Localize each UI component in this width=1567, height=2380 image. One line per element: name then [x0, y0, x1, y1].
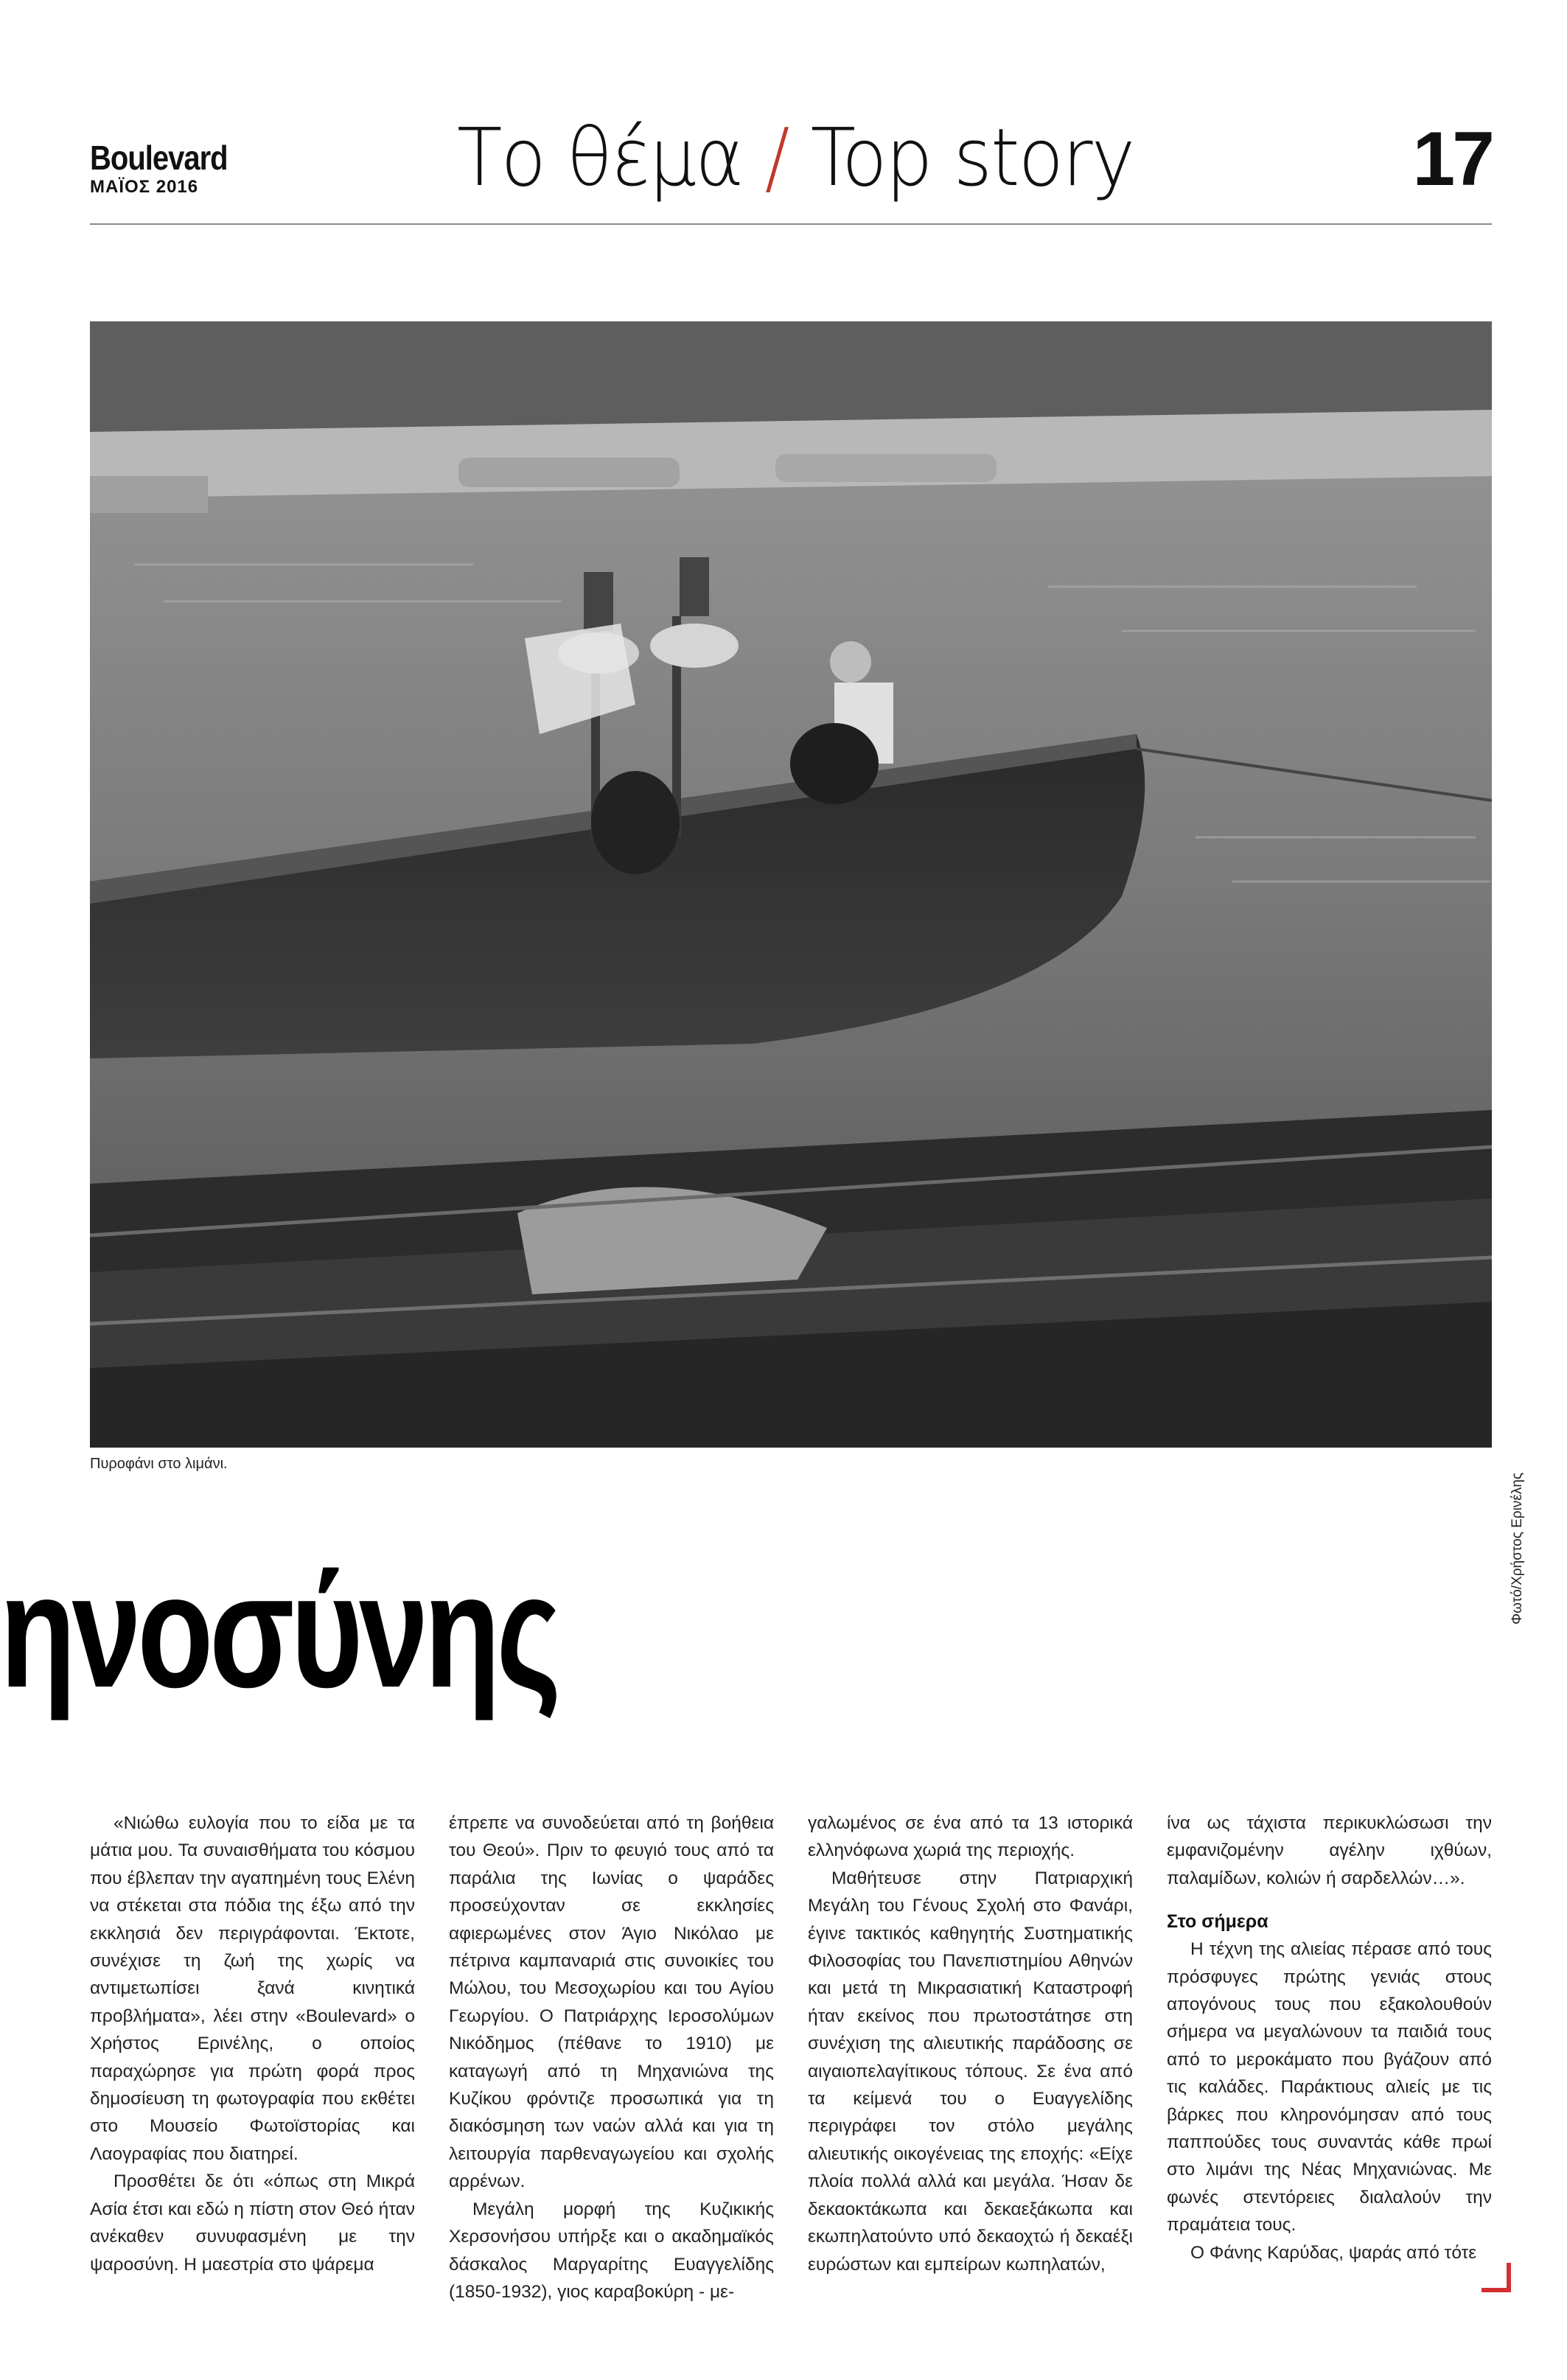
photo-caption: Πυροφάνι στο λιμάνι. — [90, 1456, 228, 1472]
article-column-4 — [1167, 1810, 1492, 2306]
paragraph: Μεγάλη μορφή της Κυζικικής Χερσονήσου υπήρξε και ο ακαδημαϊκός δάσκαλος Μαργαρίτης Ευαγγελίδης (1850-1932), γιος καραβοκύρη - με- — [449, 2199, 774, 2302]
article-column-3 — [808, 1810, 1133, 2306]
masthead-brand — [90, 139, 228, 198]
article-body — [90, 1810, 1492, 2302]
brand-logo: Boulevard — [90, 139, 228, 178]
section-separator: / — [764, 112, 789, 204]
section-title-greek: Το θέμα — [457, 112, 743, 204]
main-photo — [90, 321, 1492, 1448]
page-number: 17 — [1412, 116, 1492, 202]
paragraph: ίνα ως τάχιστα περικυκλώσωσι την εμφανιζομένην αγέλην ιχθύων, παλαμίδων, κολιών ή σαρδελλών…». — [1167, 1813, 1492, 1888]
paragraph: Μαθήτευσε στην Πατριαρχική Μεγάλη του Γένους Σχολή στο Φανάρι, έγινε τακτικός καθηγητής Συστηματικής Φιλοσοφίας του Πανεπιστημίου Αθηνών και μετά τη Μικρασιατική Καταστροφή ήταν εκείνος που πρωτοστάτησε στη συνέχιση της αλιευτικής παράδοσης σε αιγαιοπελαγίτικους τόπους. Σε ένα από τα κείμενά του ο Ευαγγελίδης περιγράφει τον στόλο μεγάλης αλιευτικής οικογένειας της εποχής: «Είχε πλοία πολλά αλλά και μεγάλα. Ήσαν δε δεκαοκτάκωπα και δεκαεξάκωπα και εκωπηλατούντο υπό δεκαοχτώ ή δεκαέξι ευρώστων και εμπείρων κωπηλατών, — [808, 1868, 1133, 2275]
photo-credit — [1510, 1448, 1529, 1625]
headline: ηνοσύνης — [0, 1540, 558, 1722]
paragraph: Ο Φάνης Καρύδας, ψαράς από τότε — [1190, 2242, 1477, 2263]
subheading: Στο σήμερα — [1167, 1911, 1268, 1933]
paragraph: Η τέχνη της αλιείας πέρασε από τους πρόσφυγες πρώτης γενιάς στους απογόνους τους που εξακολουθούν σήμερα να μεγαλώνουν τα παιδιά τους από το μεροκάματο που βγάζουν από τις καλάδες. Παράκτιους αλιείς με τις βάρκες που κληρονόμησαν από τους παππούδες τους συναντάς κάθε πρωί στο λιμάνι της Νέας Μηχανιώνας. Με φωνές στεντόρειες διαλαλούν την πραμάτεια τους. — [1167, 1939, 1492, 2236]
paragraph: γαλωμένος σε ένα από τα 13 ιστορικά ελληνόφωνα χωριά της περιοχής. — [808, 1813, 1133, 1861]
header-divider — [90, 223, 1492, 225]
issue-date: ΜΑΪΟΣ 2016 — [90, 177, 199, 197]
paragraph: Προσθέτει δε ότι «όπως στη Μικρά Ασία έτσι και εδώ η πίστη στον Θεό ήταν ανέκαθεν συνυφασμένη με την ψαροσύνη. Η μαεστρία στο ψάρεμα — [90, 2171, 415, 2275]
photo-credit-text: Φωτό/Χρήστος Ερινέλης — [1510, 1473, 1525, 1625]
article-column-1 — [90, 1810, 415, 2306]
section-title — [457, 111, 1134, 206]
harbor-boats-illustration — [90, 321, 1492, 1448]
paragraph: έπρεπε να συνοδεύεται από τη βοήθεια του Θεού». Πριν τo φευγιό τους από τα παράλια της Ιωνίας ο ψαράδες προσεύχονταν σε εκκλησίες αφιερωμένες στον Άγιο Νικόλαο με πέτρινα καμπαναριά στις συνοικίες του Μώλου, του Μεσοχωρίου και του Αγίου Γεωργίου. Ο Πατριάρχης Ιεροσολύμων Νικόδημος (πέθανε το 1910) με καταγωγή από τη Μηχανιώνα της Κυζίκου φρόντιζε προσωπικά για τη διακόσμηση των ναών αλλά και για τη λειτουργία παρθεναγωγείου και σχολής αρρένων. — [449, 1813, 774, 2192]
end-corner-mark — [1482, 2263, 1511, 2292]
article-column-2 — [449, 1810, 774, 2306]
section-title-english: Top story — [810, 112, 1134, 204]
paragraph: «Νιώθω ευλογία που το είδα με τα μάτια μου. Τα συναισθήματα του κόσμου που έβλεπαν την αγαπημένη τους Ελένη να στέκεται στα πόδια της έξω από την εκκλησιά δεν περιγράφονται. Έκτοτε, συνέχισε τη ζωή της χωρίς να αντιμετωπίσει ξανά κινητικά προβλήματα», λέει στην «Boulevard» ο Χρήστος Ερινέλης, ο οποίος παραχώρησε για πρώτη φορά προς δημοσίευση τη φωτογραφία που εκθέτει στο Μουσείο Φωτοϊστορίας και Λαογραφίας που διατηρεί. — [90, 1813, 415, 2164]
